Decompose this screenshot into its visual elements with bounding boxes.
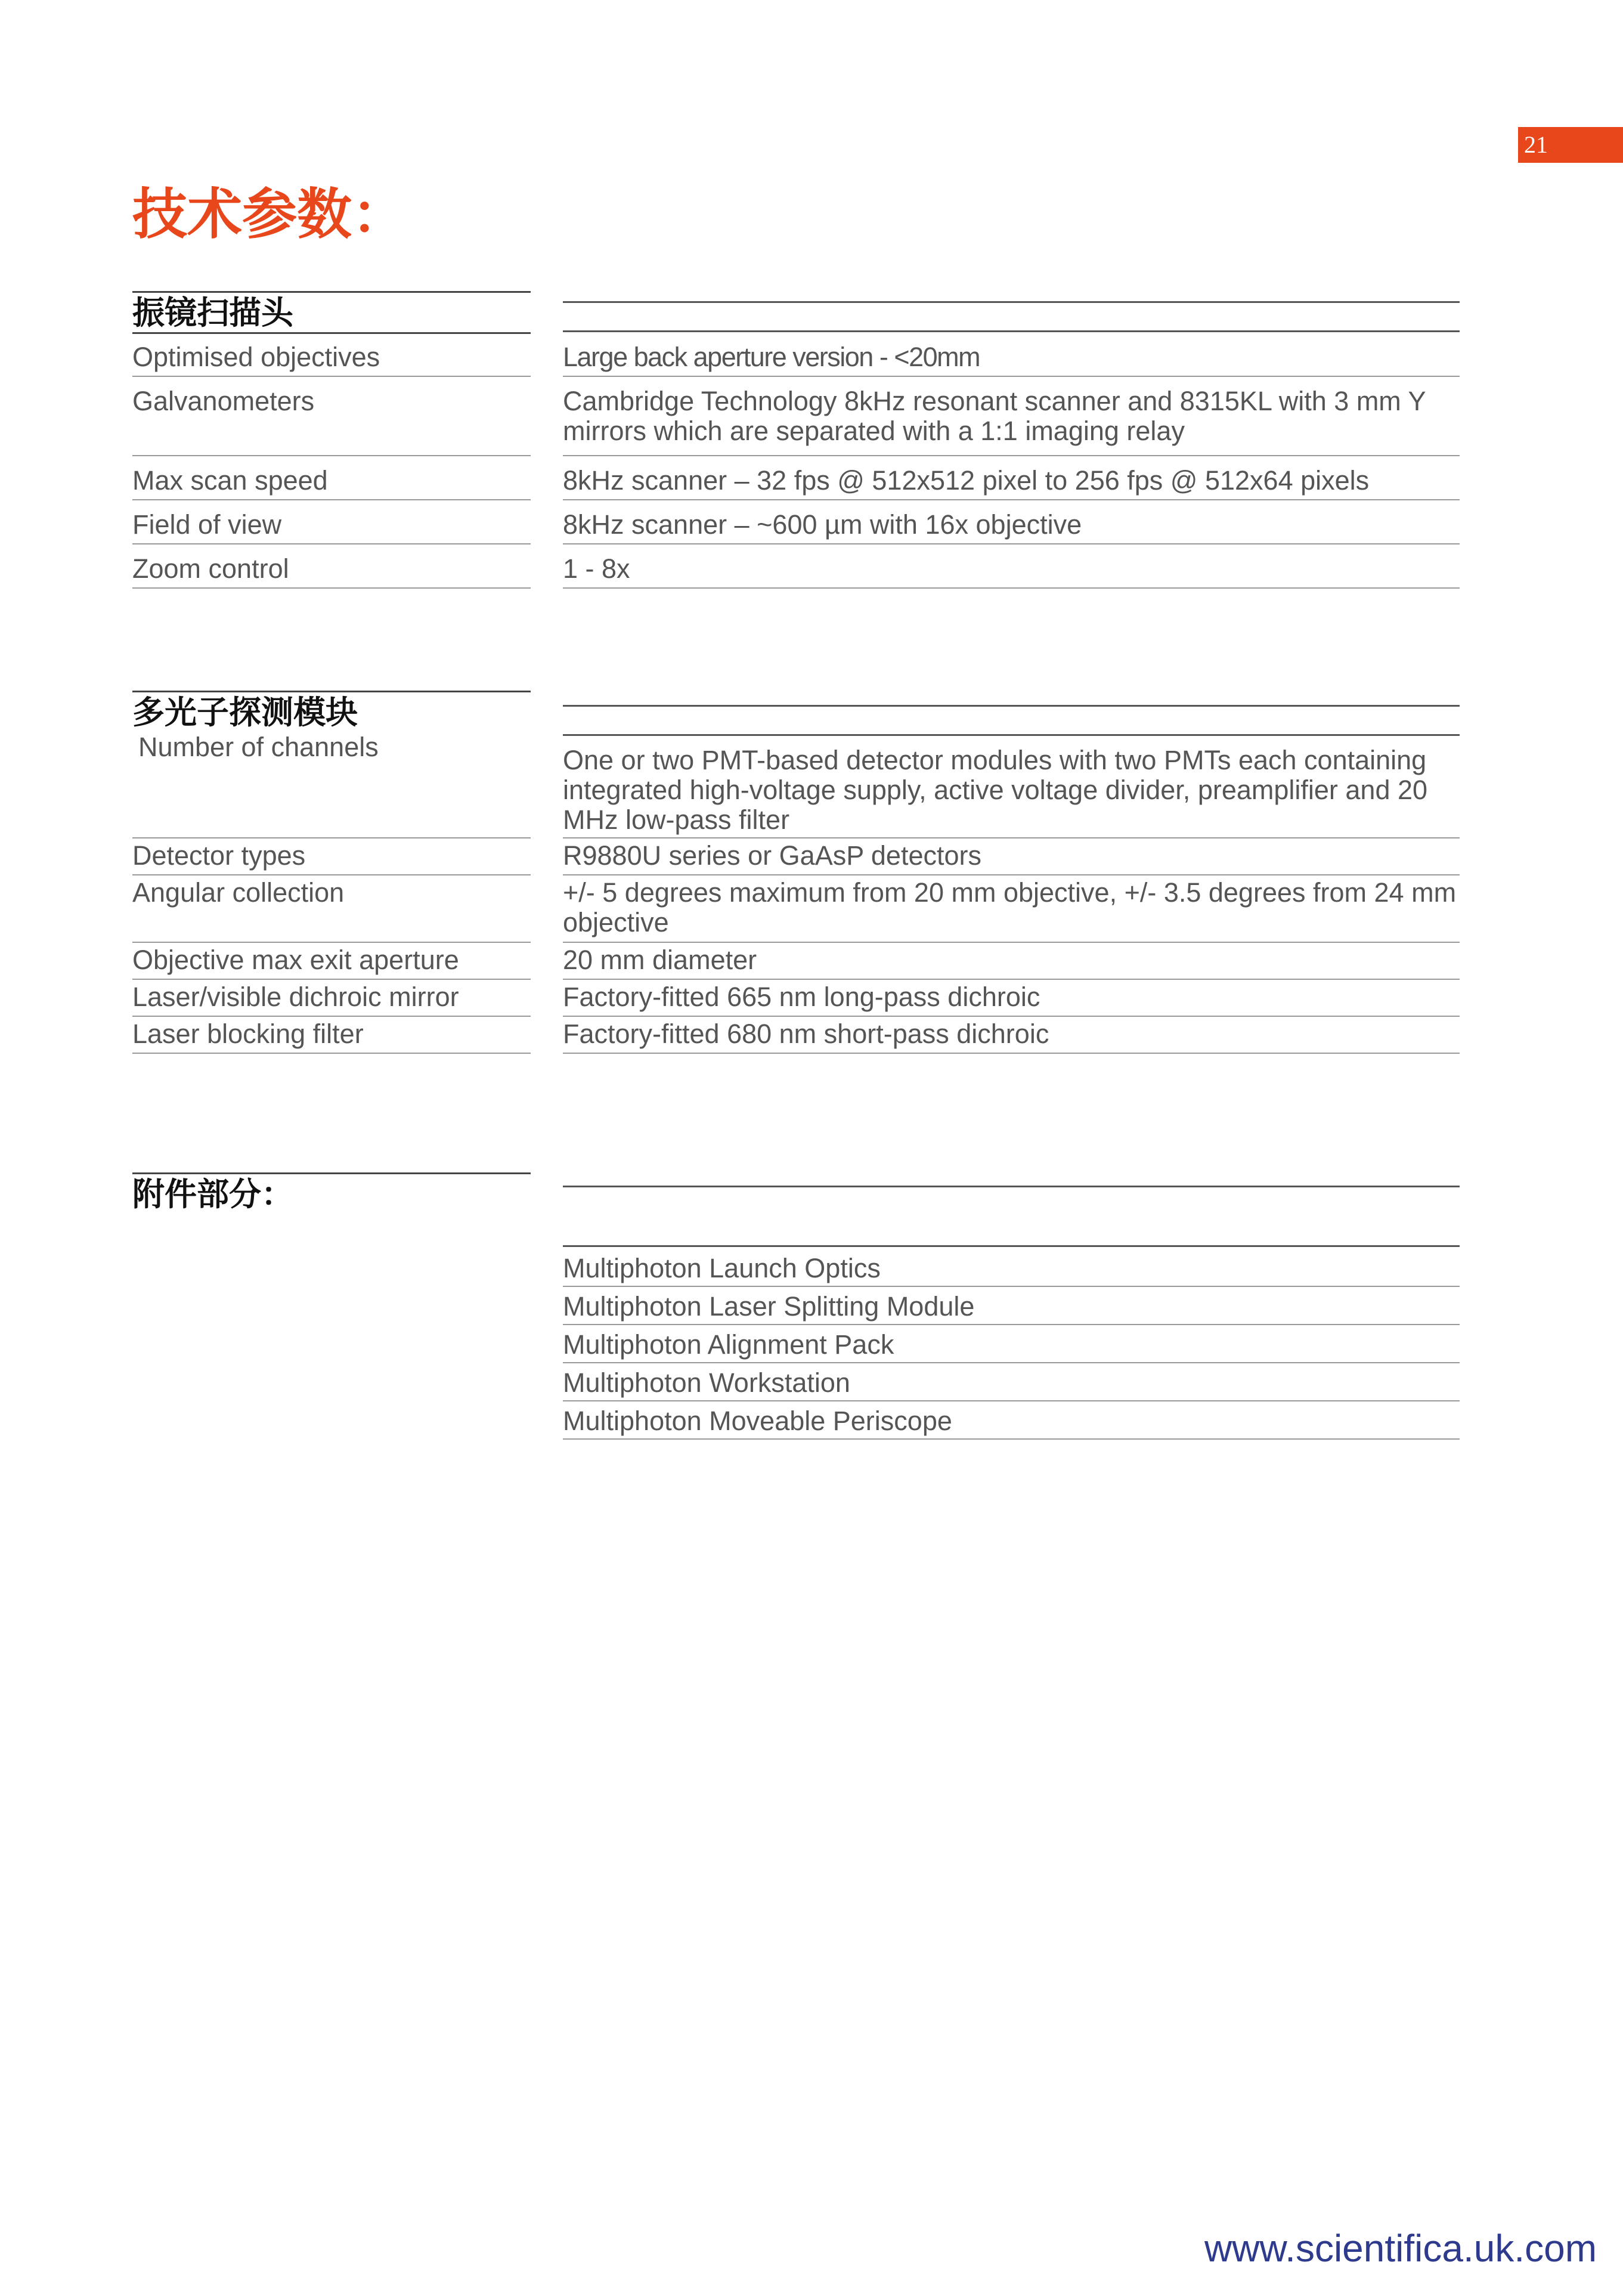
scan-head-section — [132, 291, 1460, 589]
page-number-badge: 21 — [1518, 127, 1623, 163]
detector-section — [132, 691, 1460, 1054]
section-title: 多光子探测模块 — [132, 691, 531, 732]
spec-value: 8kHz scanner – ~600 µm with 16x objective — [563, 500, 1460, 544]
spec-row — [132, 333, 1460, 377]
header-rule — [563, 301, 1460, 303]
spec-row — [132, 980, 1460, 1017]
spec-label: Field of view — [132, 500, 531, 544]
spec-label: Number of channels — [132, 732, 531, 838]
spec-value: R9880U series or GaAsP detectors — [563, 838, 1460, 875]
list-item: Multiphoton Launch Optics — [563, 1245, 1460, 1287]
list-item: Multiphoton Laser Splitting Module — [563, 1287, 1460, 1325]
list-item: Multiphoton Alignment Pack — [563, 1325, 1460, 1363]
spec-label: Galvanometers — [132, 377, 531, 456]
section-header — [132, 691, 1460, 732]
spec-label: Angular collection — [132, 875, 531, 943]
spec-row — [132, 500, 1460, 544]
spec-label: Max scan speed — [132, 456, 531, 500]
spec-value: Large back aperture version - <20mm — [563, 333, 1460, 377]
spec-value: 1 - 8x — [563, 544, 1460, 589]
spec-value: 8kHz scanner – 32 fps @ 512x512 pixel to 256 fps @ 512x64 pixels — [563, 456, 1460, 500]
footer-website-link[interactable]: www.scientifica.uk.com — [1204, 2227, 1597, 2270]
spec-value: +/- 5 degrees maximum from 20 mm objective, +/- 3.5 degrees from 24 mm objective — [563, 875, 1460, 943]
accessories-section — [132, 1172, 1460, 1440]
header-rule — [563, 1245, 1460, 1247]
spec-row — [132, 544, 1460, 589]
spec-row — [132, 838, 1460, 875]
spec-row — [132, 456, 1460, 500]
spec-label: Zoom control — [132, 544, 531, 589]
header-rule — [563, 705, 1460, 707]
page-title: 技术参数： — [132, 184, 407, 245]
header-rule — [563, 330, 1460, 332]
spec-value: Cambridge Technology 8kHz resonant scanner and 8315KL with 3 mm Y mirrors which are separated with a 1:1 imaging relay — [563, 377, 1460, 456]
list-item: Multiphoton Moveable Periscope — [563, 1401, 1460, 1440]
spec-value: Factory-fitted 680 nm short-pass dichroic — [563, 1017, 1460, 1054]
spec-label: Optimised objectives — [132, 333, 531, 377]
header-rule — [563, 1186, 1460, 1187]
spec-row — [132, 1017, 1460, 1054]
spec-label: Detector types — [132, 838, 531, 875]
spec-value: 20 mm diameter — [563, 943, 1460, 980]
section-title: 附件部分： — [132, 1172, 531, 1214]
header-rule — [563, 734, 1460, 736]
section-header — [132, 1172, 1460, 1245]
spec-label: Laser blocking filter — [132, 1017, 531, 1054]
section-title: 振镜扫描头 — [132, 291, 531, 334]
spec-row — [132, 732, 1460, 838]
list-item: Multiphoton Workstation — [563, 1363, 1460, 1401]
spec-value: One or two PMT-based detector modules with two PMTs each containing integrated high-voltage supply, active voltage divider, preamplifier and 20 MHz low-pass filter — [563, 732, 1460, 838]
spec-row — [132, 875, 1460, 943]
spec-value: Factory-fitted 665 nm long-pass dichroic — [563, 980, 1460, 1017]
section-header — [132, 291, 1460, 333]
spec-row — [132, 377, 1460, 456]
spec-label: Objective max exit aperture — [132, 943, 531, 980]
spec-label: Laser/visible dichroic mirror — [132, 980, 531, 1017]
spec-row — [132, 943, 1460, 980]
